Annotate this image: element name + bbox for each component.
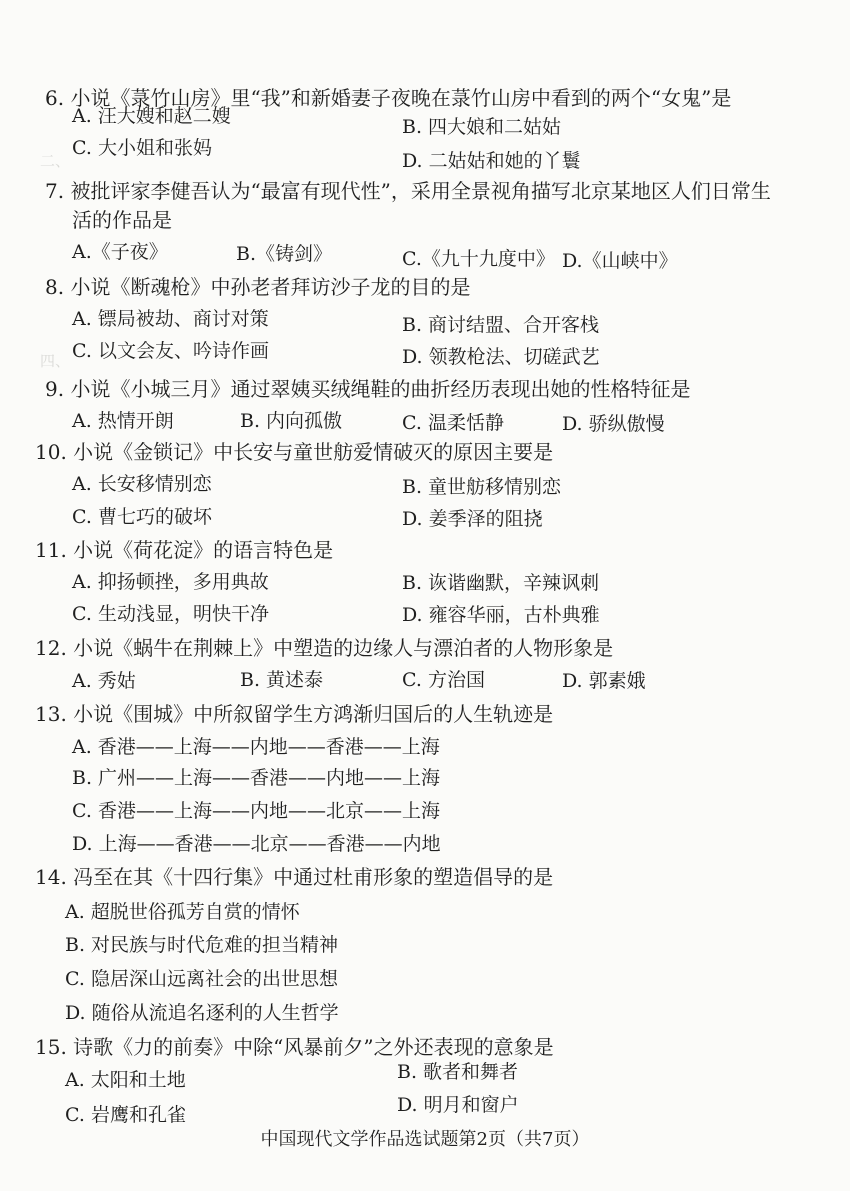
question-11-option-a[interactable]: A. 抑扬顿挫，多用典故 <box>72 571 269 593</box>
question-9-option-d[interactable]: D. 骄纵傲慢 <box>562 413 665 435</box>
question-6-option-c[interactable]: C. 大小姐和张妈 <box>72 137 212 159</box>
question-14-option-b[interactable]: B. 对民族与时代危难的担当精神 <box>65 934 339 956</box>
question-7-option-a[interactable]: A.《子夜》 <box>72 241 168 263</box>
question-15-stem: 15. 诗歌《力的前奏》中除“风暴前夕”之外还表现的意象是 <box>35 1035 554 1059</box>
question-6-option-d[interactable]: D. 二姑姑和她的丫鬟 <box>402 150 581 172</box>
question-11-option-c[interactable]: C. 生动浅显，明快干净 <box>72 603 269 625</box>
question-9-stem: 9. 小说《小城三月》通过翠姨买绒绳鞋的曲折经历表现出她的性格特征是 <box>45 377 691 401</box>
bleed-through-text: 四、 <box>40 352 71 370</box>
question-7-stem: 7. 被批评家李健吾认为“最富有现代性”，采用全景视角描写北京某地区人们日常生 <box>45 179 771 203</box>
question-12-option-c[interactable]: C. 方治国 <box>402 669 485 691</box>
question-13-option-a[interactable]: A. 香港——上海——内地——香港——上海 <box>72 736 440 758</box>
question-14-option-d[interactable]: D. 随俗从流追名逐利的人生哲学 <box>65 1002 339 1024</box>
question-12-option-a[interactable]: A. 秀姑 <box>72 670 136 692</box>
question-15-option-a[interactable]: A. 太阳和土地 <box>65 1069 186 1091</box>
question-8-option-d[interactable]: D. 领教枪法、切磋武艺 <box>402 346 600 368</box>
question-7-stem-continued: 活的作品是 <box>72 208 172 232</box>
question-14-option-a[interactable]: A. 超脱世俗孤芳自赏的情怀 <box>65 901 300 923</box>
question-12-stem: 12. 小说《蜗牛在荆棘上》中塑造的边缘人与漂泊者的人物形象是 <box>35 636 614 660</box>
question-12-option-d[interactable]: D. 郭素娥 <box>562 670 646 692</box>
question-15-option-b[interactable]: B. 歌者和舞者 <box>397 1061 519 1083</box>
question-10-stem: 10. 小说《金锁记》中长安与童世舫爱情破灭的原因主要是 <box>35 440 554 464</box>
question-13-option-b[interactable]: B. 广州——上海——香港——内地——上海 <box>72 767 441 789</box>
question-6-stem: 6. 小说《菉竹山房》里“我”和新婚妻子夜晚在菉竹山房中看到的两个“女鬼”是 <box>45 86 732 110</box>
bleed-through-text: 二、 <box>40 152 71 170</box>
question-11-stem: 11. 小说《荷花淀》的语言特色是 <box>35 538 334 562</box>
question-15-option-c[interactable]: C. 岩鹰和孔雀 <box>65 1104 186 1126</box>
question-11-option-d[interactable]: D. 雍容华丽，古朴典雅 <box>402 604 600 626</box>
page-footer: 中国现代文学作品选试题第2页（共7页） <box>260 1129 590 1150</box>
question-8-option-a[interactable]: A. 镖局被劫、商讨对策 <box>72 308 269 330</box>
question-10-option-d[interactable]: D. 姜季泽的阻挠 <box>402 508 543 530</box>
question-10-option-a[interactable]: A. 长安移情别恋 <box>72 473 212 495</box>
question-7-option-d[interactable]: D.《山峡中》 <box>562 250 678 272</box>
question-7-option-c[interactable]: C.《九十九度中》 <box>402 248 555 270</box>
question-14-option-c[interactable]: C. 隐居深山远离社会的出世思想 <box>65 968 338 990</box>
question-15-option-d[interactable]: D. 明月和窗户 <box>397 1094 519 1116</box>
question-13-option-d[interactable]: D. 上海——香港——北京——香港——内地 <box>72 833 441 855</box>
question-9-option-c[interactable]: C. 温柔恬静 <box>402 412 504 434</box>
question-13-stem: 13. 小说《围城》中所叙留学生方鸿渐归国后的人生轨迹是 <box>35 702 554 726</box>
question-8-stem: 8. 小说《断魂枪》中孙老者拜访沙子龙的目的是 <box>45 275 471 299</box>
question-6-option-b[interactable]: B. 四大娘和二姑姑 <box>402 116 562 138</box>
question-9-option-a[interactable]: A. 热情开朗 <box>72 410 174 432</box>
question-8-option-b[interactable]: B. 商讨结盟、合开客栈 <box>402 314 600 336</box>
question-13-option-c[interactable]: C. 香港——上海——内地——北京——上海 <box>72 800 440 822</box>
question-14-stem: 14. 冯至在其《十四行集》中通过杜甫形象的塑造倡导的是 <box>35 865 554 889</box>
question-9-option-b[interactable]: B. 内向孤傲 <box>240 410 343 432</box>
question-8-option-c[interactable]: C. 以文会友、吟诗作画 <box>72 340 269 362</box>
question-10-option-c[interactable]: C. 曹七巧的破坏 <box>72 506 212 528</box>
question-7-option-b[interactable]: B.《铸剑》 <box>236 243 333 265</box>
question-10-option-b[interactable]: B. 童世舫移情别恋 <box>402 476 562 498</box>
question-11-option-b[interactable]: B. 诙谐幽默，辛辣讽刺 <box>402 572 600 594</box>
question-6-option-a[interactable]: A. 汪大嫂和赵二嫂 <box>72 105 231 127</box>
question-12-option-b[interactable]: B. 黄述泰 <box>240 669 324 691</box>
